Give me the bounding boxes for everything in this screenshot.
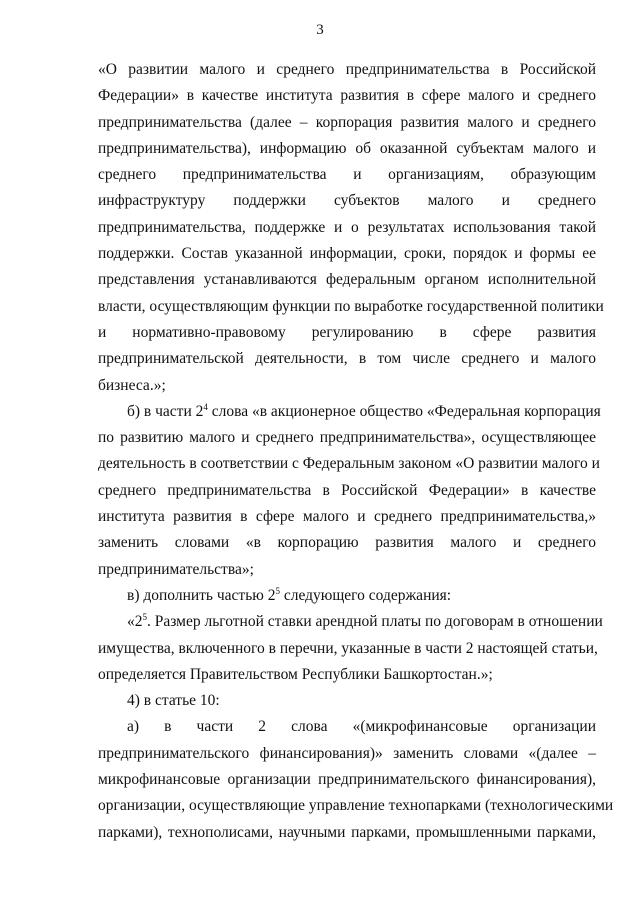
text-line: среднего предпринимательства в Российской Федерации» в качестве: [98, 481, 596, 499]
text-line: представления устанавливаются федеральным органом исполнительной: [98, 271, 596, 289]
text-line: предпринимательства (далее – корпорация развития малого и среднего: [98, 113, 596, 131]
text-line: поддержки. Состав указанной информации, сроки, порядок и формы ее: [98, 245, 596, 263]
superscript: 4: [203, 401, 208, 412]
text-fragment: слова «в акционерное общество «Федеральная корпорация: [207, 402, 601, 420]
text-line: деятельность в соответствии с Федеральным законом «О развитии малого и: [98, 455, 600, 473]
text-fragment: в) дополнить частью 2: [127, 586, 276, 604]
text-line: Федерации» в качестве института развития в сфере малого и среднего: [98, 87, 596, 105]
text-line: предпринимательства, поддержке и о результатах использования такой: [98, 218, 596, 236]
text-line: микрофинансовые организации предпринимательского финансирования),: [98, 771, 596, 789]
text-line: инфраструктуру поддержки субъектов малого и среднего: [98, 192, 596, 210]
text-line: предпринимательства»;: [98, 560, 254, 578]
text-line: а) в части 2 слова «(микрофинансовые организации: [127, 718, 596, 736]
text-line: определяется Правительством Республики Башкортостан.»;: [98, 665, 493, 683]
text-line: [98, 399, 601, 425]
text-line: предпринимательства), информацию об оказанной субъектам малого и: [98, 139, 596, 157]
text-line: организации, осуществляющие управление технопарками (технологическими: [98, 797, 614, 815]
text-line: предпринимательского финансирования)» заменить словами «(далее –: [98, 744, 596, 762]
superscript: 5: [275, 585, 280, 596]
text-fragment: следующего содержания:: [279, 586, 452, 604]
text-line: заменить словами «в корпорацию развития малого и среднего: [98, 534, 596, 552]
text-line: 4) в статье 10:: [127, 692, 220, 710]
document-body: [98, 57, 614, 846]
text-line: имущества, включенного в перечни, указанные в части 2 настоящей статьи,: [98, 639, 598, 657]
text-fragment: «2: [127, 613, 143, 631]
text-fragment: б) в части 2: [127, 402, 204, 420]
text-line: власти, осуществляющим функции по выработке государственной политики: [98, 297, 604, 315]
text-line: [98, 609, 603, 635]
superscript: 5: [142, 612, 147, 623]
text-line: парками), технополисами, научными парками, промышленными парками,: [98, 823, 596, 841]
text-line: института развития в сфере малого и среднего предпринимательства,»: [98, 508, 596, 526]
text-fragment: . Размер льготной ставки арендной платы по договорам в отношении: [147, 613, 603, 631]
text-line: бизнеса.»;: [98, 376, 166, 394]
page-number: 3: [316, 22, 324, 38]
text-line: предпринимательской деятельности, в том числе среднего и малого: [98, 350, 596, 368]
text-line: по развитию малого и среднего предпринимательства», осуществляющее: [98, 429, 596, 447]
text-line: и нормативно-правовому регулированию в сфере развития: [98, 323, 596, 341]
text-line: [98, 583, 596, 609]
text-line: среднего предпринимательства и организациям, образующим: [98, 166, 596, 184]
text-line: «О развитии малого и среднего предпринимательства в Российской: [98, 61, 596, 78]
